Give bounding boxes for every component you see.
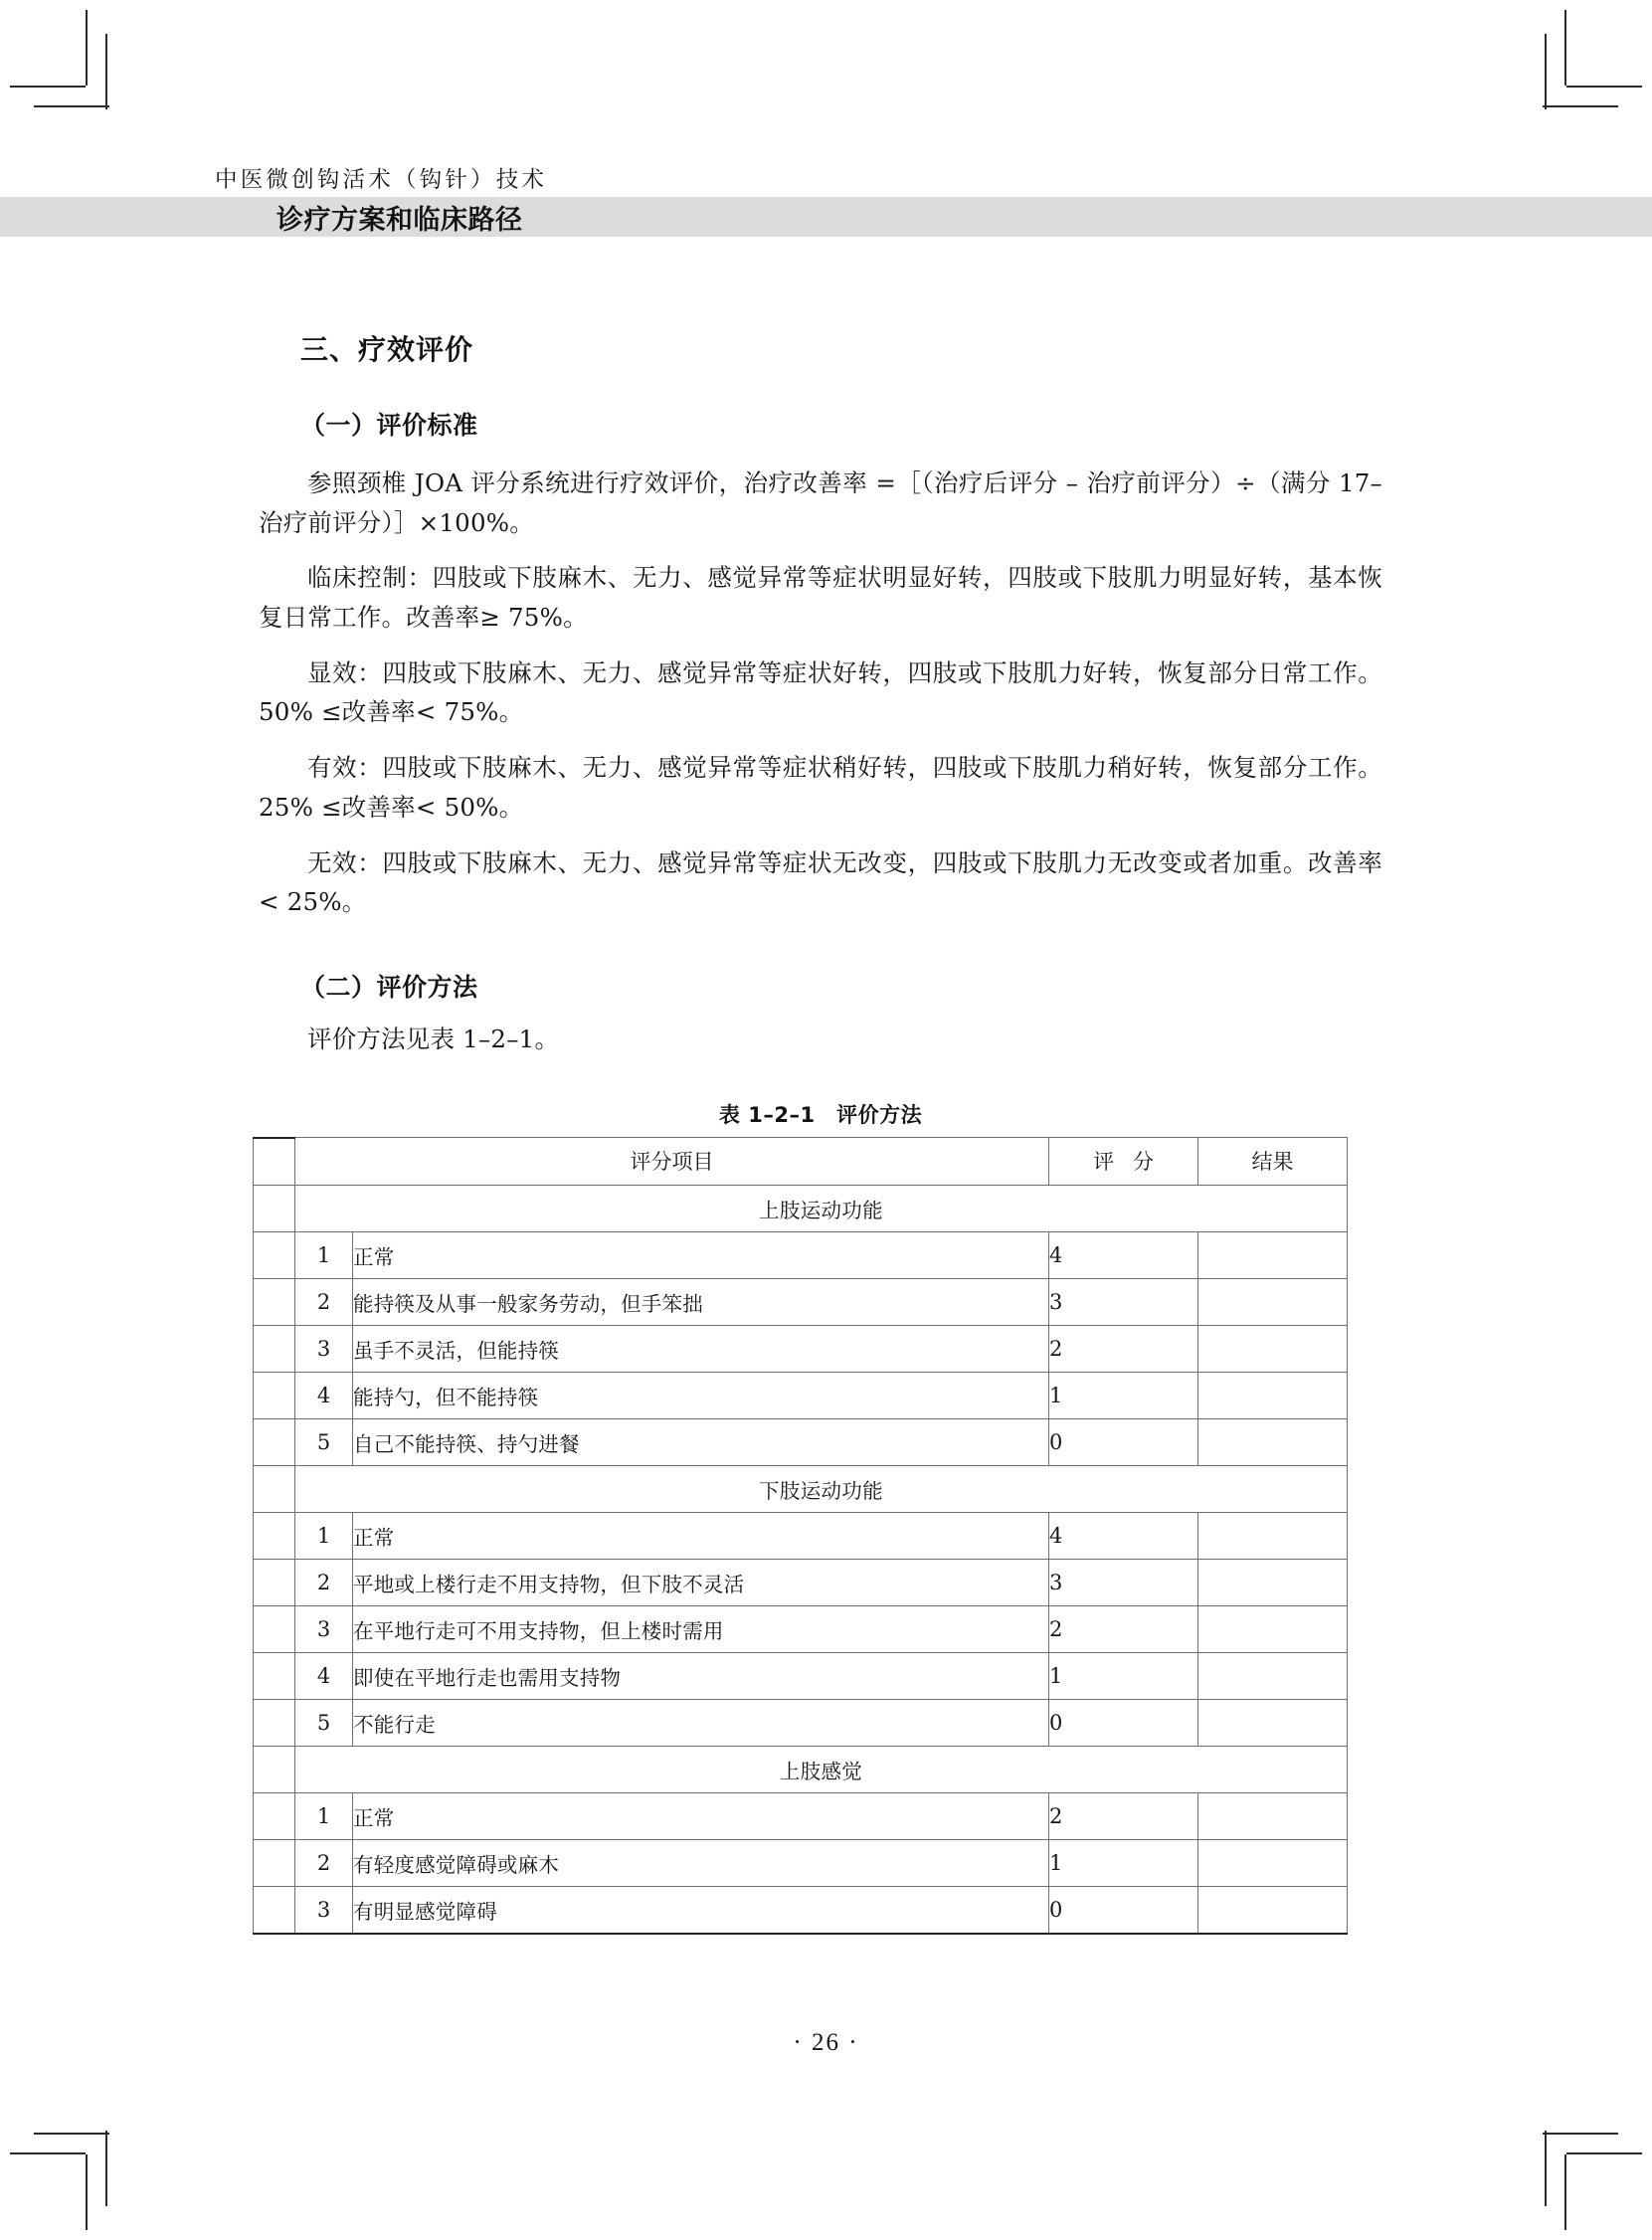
table-row-index-blank (254, 1512, 295, 1559)
page-content (259, 328, 1382, 1935)
table-cell-item: 能持勺，但不能持筷 (353, 1372, 1049, 1418)
table-cell-item: 在平地行走可不用支持物，但上楼时需用 (353, 1605, 1049, 1652)
table-cell-score: 3 (1049, 1278, 1198, 1325)
table-cell-number: 4 (295, 1372, 353, 1418)
table-row (254, 1512, 1348, 1559)
paragraph-clinical-control: 临床控制：四肢或下肢麻木、无力、感觉异常等症状明显好转，四肢或下肢肌力明显好转，基本恢复日常工作。改善率≥ 75%。 (259, 563, 1382, 633)
table-row-index-blank (254, 1372, 295, 1418)
table-cell-result (1198, 1372, 1348, 1418)
crop-mark-bottom-right (1553, 2141, 1642, 2230)
table-cell-number: 3 (295, 1886, 353, 1934)
table-cell-item: 有明显感觉障碍 (353, 1886, 1049, 1934)
table-cell-item: 不能行走 (353, 1699, 1049, 1746)
table-row (254, 1886, 1348, 1934)
table-cell-number: 2 (295, 1278, 353, 1325)
crop-mark-top-right (1553, 10, 1642, 99)
running-head-subtitle: 诊疗方案和临床路径 (276, 204, 523, 236)
table-row-index-blank (254, 1559, 295, 1605)
table-group-label: 上肢运动功能 (295, 1185, 1348, 1231)
table-row (254, 1278, 1348, 1325)
table-header-result: 结果 (1198, 1138, 1348, 1186)
table-cell-item: 正常 (353, 1231, 1049, 1278)
table-cell-score: 2 (1049, 1605, 1198, 1652)
table-cell-result (1198, 1886, 1348, 1934)
running-head (0, 167, 1652, 237)
table-cell-number: 2 (295, 1839, 353, 1886)
crop-mark-top-left (10, 10, 99, 99)
table-cell-result (1198, 1652, 1348, 1699)
table-cell-number: 3 (295, 1325, 353, 1372)
table-row (254, 1652, 1348, 1699)
table-cell-score: 1 (1049, 1372, 1198, 1418)
table-row-index-blank (254, 1231, 295, 1278)
table-cell-item: 正常 (353, 1792, 1049, 1839)
crop-mark-bottom-left (10, 2141, 99, 2230)
table-cell-result (1198, 1605, 1348, 1652)
table-cell-score: 0 (1049, 1418, 1198, 1465)
paragraph-see-table: 评价方法见表 1–2–1。 (307, 1024, 560, 1053)
table-cell-result (1198, 1559, 1348, 1605)
table-cell-number: 2 (295, 1559, 353, 1605)
table-row-index-blank (254, 1792, 295, 1839)
table-cell-result (1198, 1699, 1348, 1746)
table-row (254, 1699, 1348, 1746)
table-cell-result (1198, 1325, 1348, 1372)
table-group-label: 上肢感觉 (295, 1746, 1348, 1792)
table-cell-score: 2 (1049, 1792, 1198, 1839)
table-row (254, 1605, 1348, 1652)
table-cell-number: 3 (295, 1605, 353, 1652)
table-row-index-blank (254, 1278, 295, 1325)
table-cell-number: 1 (295, 1512, 353, 1559)
table-cell-score: 0 (1049, 1699, 1198, 1746)
table-row-index-blank (254, 1652, 295, 1699)
table-cell-item: 能持筷及从事一般家务劳动，但手笨拙 (353, 1278, 1049, 1325)
subsection-heading-evaluation-criteria: （一）评价标准 (300, 411, 478, 440)
running-head-band (0, 197, 1652, 237)
table-cell-number: 5 (295, 1699, 353, 1746)
paragraph-marked-effect: 显效：四肢或下肢麻木、无力、感觉异常等症状好转，四肢或下肢肌力好转，恢复部分日常工作。50% ≤改善率< 75%。 (259, 657, 1382, 727)
table-group-index-blank (254, 1185, 295, 1231)
table-cell-score: 1 (1049, 1839, 1198, 1886)
table-cell-result (1198, 1418, 1348, 1465)
table-row (254, 1325, 1348, 1372)
table-cell-score: 1 (1049, 1652, 1198, 1699)
table-cell-item: 自己不能持筷、持勺进餐 (353, 1418, 1049, 1465)
table-row (254, 1559, 1348, 1605)
table-row-index-blank (254, 1886, 295, 1934)
table-group-row (254, 1746, 1348, 1792)
table-cell-result (1198, 1792, 1348, 1839)
table-row-index-blank (254, 1325, 295, 1372)
joa-score-table (253, 1137, 1348, 1935)
table-header-index-blank (254, 1138, 295, 1186)
joa-score-table-body (254, 1185, 1348, 1934)
table-cell-score: 4 (1049, 1512, 1198, 1559)
table-row (254, 1839, 1348, 1886)
table-group-label: 下肢运动功能 (295, 1465, 1348, 1512)
table-caption: 表 1–2–1 评价方法 (718, 1102, 923, 1127)
table-row (254, 1372, 1348, 1418)
table-group-row (254, 1465, 1348, 1512)
table-cell-result (1198, 1512, 1348, 1559)
table-group-index-blank (254, 1465, 295, 1512)
table-row-index-blank (254, 1699, 295, 1746)
table-row-index-blank (254, 1839, 295, 1886)
page-number: · 26 · (793, 2029, 859, 2056)
table-cell-result (1198, 1231, 1348, 1278)
table-cell-number: 1 (295, 1231, 353, 1278)
table-header-item: 评分项目 (295, 1138, 1049, 1186)
table-cell-result (1198, 1839, 1348, 1886)
table-cell-score: 0 (1049, 1886, 1198, 1934)
table-row (254, 1792, 1348, 1839)
table-header-score: 评 分 (1049, 1138, 1198, 1186)
table-cell-score: 3 (1049, 1559, 1198, 1605)
table-row (254, 1418, 1348, 1465)
table-cell-number: 5 (295, 1418, 353, 1465)
table-group-row (254, 1185, 1348, 1231)
table-cell-score: 4 (1049, 1231, 1198, 1278)
paragraph-joa-formula: 参照颈椎 JOA 评分系统进行疗效评价，治疗改善率 =［（治疗后评分 – 治疗前评分）÷（满分 17– 治疗前评分）］×100%。 (259, 468, 1382, 537)
table-cell-result (1198, 1278, 1348, 1325)
table-cell-item: 平地或上楼行走不用支持物，但下肢不灵活 (353, 1559, 1049, 1605)
table-row-index-blank (254, 1605, 295, 1652)
subsection-heading-evaluation-method: （二）评价方法 (300, 972, 478, 1002)
table-cell-item: 正常 (353, 1512, 1049, 1559)
paragraph-effective: 有效：四肢或下肢麻木、无力、感觉异常等症状稍好转，四肢或下肢肌力稍好转，恢复部分工作。25% ≤改善率< 50%。 (259, 753, 1382, 822)
running-head-book-title: 中医微创钩活术（钩针）技术 (215, 167, 548, 193)
table-cell-item: 虽手不灵活，但能持筷 (353, 1325, 1049, 1372)
table-cell-number: 4 (295, 1652, 353, 1699)
table-group-index-blank (254, 1746, 295, 1792)
table-row-index-blank (254, 1418, 295, 1465)
paragraph-ineffective: 无效：四肢或下肢麻木、无力、感觉异常等症状无改变，四肢或下肢肌力无改变或者加重。改善率< 25%。 (259, 847, 1382, 917)
table-cell-score: 2 (1049, 1325, 1198, 1372)
table-row (254, 1231, 1348, 1278)
table-cell-number: 1 (295, 1792, 353, 1839)
table-header-row (254, 1138, 1348, 1186)
section-heading: 三、疗效评价 (300, 333, 474, 366)
table-cell-item: 即使在平地行走也需用支持物 (353, 1652, 1049, 1699)
table-cell-item: 有轻度感觉障碍或麻木 (353, 1839, 1049, 1886)
